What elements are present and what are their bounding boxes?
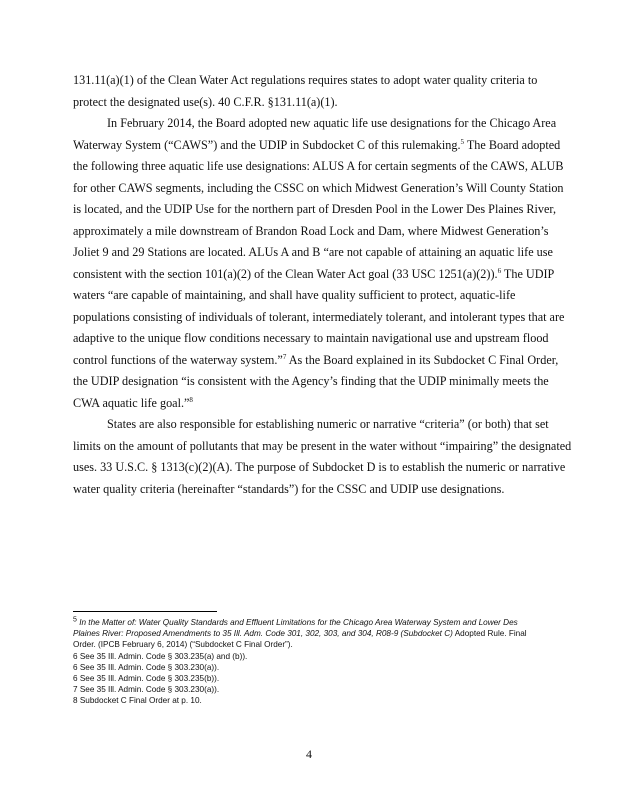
footnotes — [73, 617, 543, 707]
footnote-8: 8 Subdocket C Final Order at p. 10. — [73, 696, 202, 706]
footnote-6c: 6 See 35 Ill. Admin. Code § 303.235(b)). — [73, 674, 220, 684]
paragraph-2-text-c: The UDIP waters “are capable of maintaining, and shall have quality sufficient to protect, aquatic-life populations consisting of individuals of tolerant, intermediately tolerant, and intolerant types that are adaptive to the unique flow conditions necessary to maintain navigational use and upstream flood control functions of the waterway system.” — [73, 266, 565, 367]
footnote-5-case-title: In the Matter of: Water Quality Standards and Effluent Limitations for the Chicago Area Waterway System and Lower Des Plaines River: Proposed Amendments to 35 Ill. Adm. Code 301, 302, 303, and 304, R08-9 (Subdocket C) — [73, 618, 518, 639]
footnote-ref-8: 8 — [189, 395, 193, 404]
page-number: 4 — [306, 747, 312, 761]
paragraph-2-text-d: As the Board explained in its Subdocket C Final Order, the UDIP designation “is consistent with the Agency’s finding that the UDIP minimally meets the CWA aquatic life goal.” — [73, 352, 559, 410]
paragraph-1-text: 131.11(a)(1) of the Clean Water Act regulations requires states to adopt water quality criteria to protect the designated use(s). 40 C.F.R. §131.11(a)(1). — [73, 73, 538, 109]
footnote-7: 7 See 35 Ill. Admin. Code § 303.230(a)). — [73, 685, 220, 695]
paragraph-2 — [73, 113, 573, 414]
footnote-divider — [73, 611, 217, 612]
paragraph-3-text: States are also responsible for establishing numeric or narrative “criteria” (or both) that set limits on the amount of pollutants that may be present in the water without “impairing” the designated uses. 33 U.S.C. § 1313(c)(2)(A). The purpose of Subdocket D is to establish the numeric or narrative water quality criteria (hereinafter “standards”) for the CSSC and UDIP use designations. — [73, 417, 572, 496]
paragraph-1 — [73, 70, 573, 113]
footnote-ref-7: 7 — [282, 352, 287, 361]
paragraph-3 — [73, 414, 573, 500]
footnote-5-text: Adopted Rule. Final Order. (IPCB February 6, 2014) (“Subdocket C Final Order”). — [73, 629, 527, 650]
footnote-ref-6: 6 — [497, 266, 502, 275]
paragraph-2-text-b: The Board adopted the following three aquatic life use designations: ALUS A for certain segments of the CAWS, ALUB for other CAWS segments, including the CSSC on which Midwest Generation’s Will County Station is located, and the UDIP Use for the northern part of Dresden Pool in the Lower Des Plaines River, approximately a mile downstream of Brandon Road Lock and Dam, where Midwest Generation’s Joliet 9 and 29 Stations are located. ALUs A and B “are not capable of attaining an aquatic life use consistent with the section 101(a)(2) of the Clean Water Act goal (33 USC 1251(a)(2)). — [73, 137, 564, 281]
footnote-5 — [73, 617, 543, 651]
body-text — [73, 70, 573, 500]
footnote-6: 6 See 35 Ill. Admin. Code § 303.235(a) and (b)). — [73, 651, 248, 661]
footnote-ref-5: 5 — [460, 137, 465, 146]
footnote-5-number: 5 — [73, 616, 77, 624]
paragraph-2-text-a: In February 2014, the Board adopted new aquatic life use designations for the Chicago Area Waterway System (“CAWS”) and the UDIP in Subdocket C of this rulemaking. — [73, 116, 557, 152]
footnote-6b: 6 See 35 Ill. Admin. Code § 303.230(a)). — [73, 662, 220, 672]
